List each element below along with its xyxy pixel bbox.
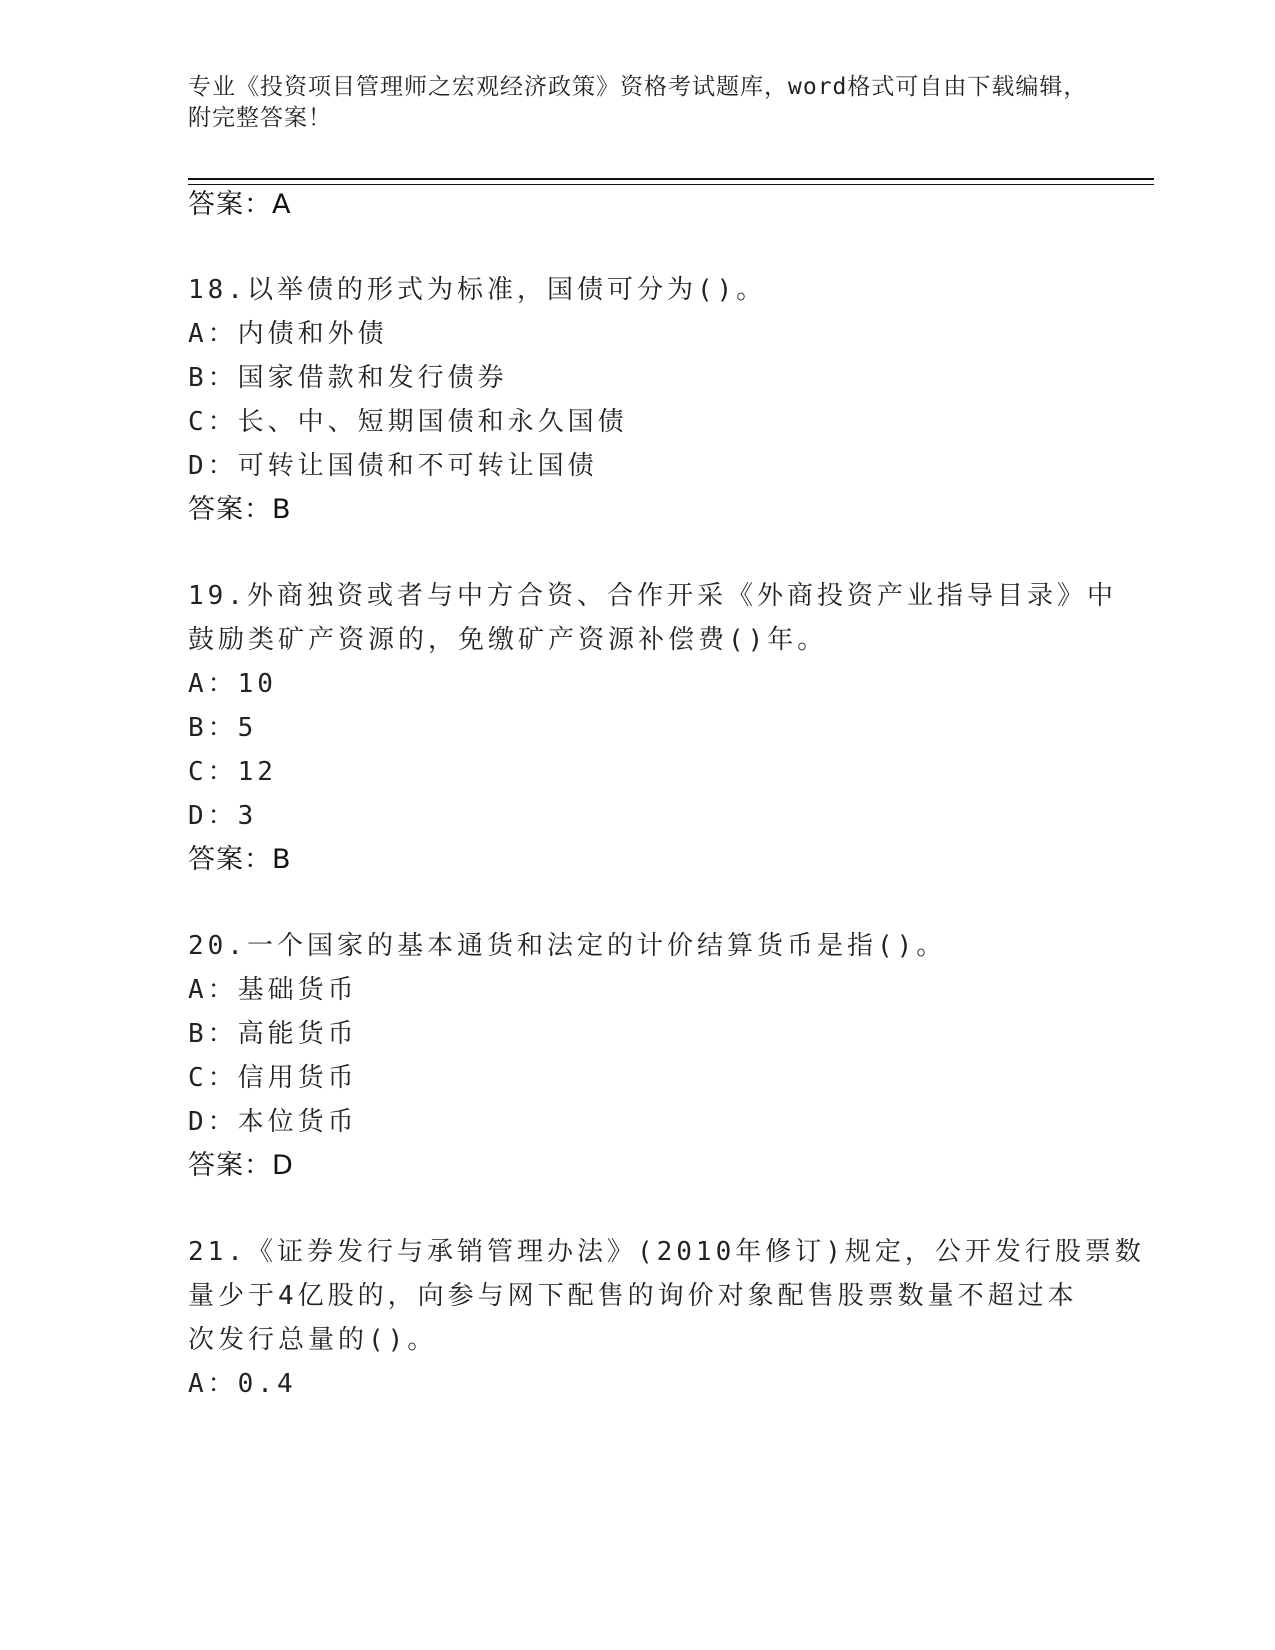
answer-q20: 答案：D [188, 1150, 294, 1181]
question-18-option-a: A：内债和外债 [188, 319, 388, 349]
header-divider-thin [188, 184, 1154, 185]
question-19-stem-line-2: 鼓励类矿产资源的，免缴矿产资源补偿费()年。 [188, 625, 828, 655]
question-21-stem-line-3: 次发行总量的()。 [188, 1325, 438, 1355]
answer-q18: 答案：B [188, 494, 292, 525]
question-20-option-b: B：高能货币 [188, 1019, 358, 1049]
question-18-stem: 18.以举债的形式为标准，国债可分为()。 [188, 275, 767, 305]
question-20-option-a: A：基础货币 [188, 975, 358, 1005]
question-20-option-d: D：本位货币 [188, 1107, 358, 1137]
header-divider [188, 178, 1154, 180]
question-19-stem-line-1: 19.外商独资或者与中方合资、合作开采《外商投资产业指导目录》中 [188, 581, 1117, 611]
question-19-option-b: B：5 [188, 713, 258, 743]
question-20-option-c: C：信用货币 [188, 1063, 358, 1093]
question-18-option-b: B：国家借款和发行债券 [188, 363, 508, 393]
answer-q19: 答案：B [188, 844, 292, 875]
question-21-stem-line-2: 量少于4亿股的，向参与网下配售的询价对象配售股票数量不超过本 [188, 1281, 1078, 1311]
question-19-option-a: A：10 [188, 669, 277, 699]
question-21-option-a: A：0.4 [188, 1369, 297, 1399]
question-21-stem-line-1: 21.《证券发行与承销管理办法》(2010年修订)规定，公开发行股票数 [188, 1237, 1145, 1267]
document-header: 专业《投资项目管理师之宏观经济政策》资格考试题库，word格式可自由下载编辑，附完整答案！ [188, 74, 1088, 131]
question-18-option-d: D：可转让国债和不可转让国债 [188, 451, 598, 481]
question-18-option-c: C：长、中、短期国债和永久国债 [188, 407, 628, 437]
answer-q17: 答案：A [188, 189, 292, 220]
question-20-stem: 20.一个国家的基本通货和法定的计价结算货币是指()。 [188, 931, 947, 961]
question-19-option-c: C：12 [188, 757, 277, 787]
question-19-option-d: D：3 [188, 801, 258, 831]
